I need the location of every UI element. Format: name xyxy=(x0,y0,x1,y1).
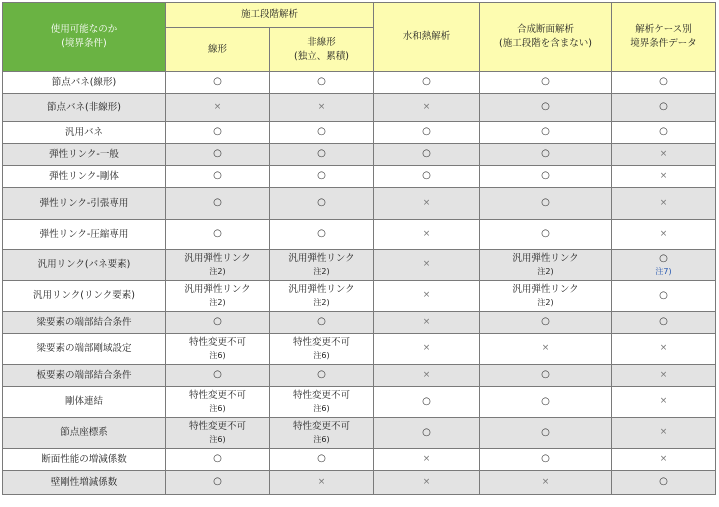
table-cell xyxy=(612,250,716,281)
table-cell xyxy=(270,281,374,312)
unsupported-mark: × xyxy=(422,101,431,112)
unsupported-mark: × xyxy=(659,343,668,354)
table-cell xyxy=(270,94,374,122)
row-label: 梁要素の端部剛域設定 xyxy=(3,334,166,365)
table-cell xyxy=(270,365,374,387)
unsupported-mark: × xyxy=(659,369,668,380)
table-cell xyxy=(480,281,612,312)
row-label: 弾性リンク-剛体 xyxy=(3,166,166,188)
unsupported-mark: × xyxy=(317,476,326,487)
linear-header: 線形 xyxy=(166,28,270,72)
table-cell xyxy=(270,166,374,188)
table-cell xyxy=(480,334,612,365)
table-cell xyxy=(374,471,480,495)
table-cell xyxy=(480,72,612,94)
table-cell xyxy=(270,387,374,418)
footnote-ref: 注2) xyxy=(209,267,226,277)
table-cell xyxy=(374,312,480,334)
table-cell xyxy=(166,94,270,122)
table-cell xyxy=(270,471,374,495)
table-row xyxy=(3,122,716,144)
unsupported-mark: × xyxy=(659,228,668,239)
table-cell xyxy=(374,449,480,471)
unsupported-mark: × xyxy=(422,453,431,464)
unsupported-mark: × xyxy=(422,228,431,239)
supported-mark: ○ xyxy=(213,76,222,88)
table-row xyxy=(3,250,716,281)
table-cell xyxy=(166,122,270,144)
table-cell xyxy=(480,449,612,471)
unsupported-mark: × xyxy=(659,427,668,438)
footnote-ref: 注6) xyxy=(313,435,330,445)
row-label: 剛体連結 xyxy=(3,387,166,418)
table-cell xyxy=(166,312,270,334)
table-cell xyxy=(480,250,612,281)
unsupported-mark: × xyxy=(659,197,668,208)
table-row xyxy=(3,188,716,220)
corner-header xyxy=(3,3,166,72)
table-row xyxy=(3,144,716,166)
table-cell xyxy=(612,72,716,94)
table-row xyxy=(3,166,716,188)
table-cell xyxy=(166,471,270,495)
row-label: 壁剛性増減係数 xyxy=(3,471,166,495)
table-cell xyxy=(612,220,716,250)
table-row xyxy=(3,94,716,122)
supported-mark: ○ xyxy=(541,76,550,88)
supported-mark: ○ xyxy=(659,101,668,113)
row-label: 弾性リンク-引張専用 xyxy=(3,188,166,220)
case-header-line2: 境界条件データ xyxy=(630,38,697,49)
table-cell xyxy=(166,220,270,250)
table-cell xyxy=(166,365,270,387)
table-cell xyxy=(166,72,270,94)
table-cell xyxy=(612,418,716,449)
cell-text: 特性変更不可 xyxy=(292,390,350,402)
unsupported-mark: × xyxy=(422,476,431,487)
table-cell xyxy=(166,418,270,449)
compatibility-table-container xyxy=(2,2,716,495)
supported-mark: ○ xyxy=(541,197,550,209)
footnote-ref: 注6) xyxy=(209,351,226,361)
unsupported-mark: × xyxy=(422,343,431,354)
case-header-line1: 解析ケース別 xyxy=(635,24,692,36)
table-cell xyxy=(374,94,480,122)
supported-mark: ○ xyxy=(213,228,222,240)
composite-header-line1: 合成断面解析 xyxy=(516,24,574,36)
table-cell xyxy=(374,72,480,94)
cell-text: 汎用弾性リンク xyxy=(288,284,355,296)
table-cell xyxy=(480,365,612,387)
table-cell xyxy=(480,471,612,495)
table-cell xyxy=(374,387,480,418)
supported-mark: ○ xyxy=(541,395,550,407)
row-label: 断面性能の増減係数 xyxy=(3,449,166,471)
unsupported-mark: × xyxy=(422,259,431,270)
cell-text: 汎用弾性リンク xyxy=(184,284,251,296)
row-label: 汎用リンク(バネ要素) xyxy=(3,250,166,281)
table-cell xyxy=(166,250,270,281)
footnote-ref: 注2) xyxy=(313,267,330,277)
supported-mark: ○ xyxy=(659,476,668,488)
unsupported-mark: × xyxy=(659,148,668,159)
heat-of-hydration-header: 水和熱解析 xyxy=(374,3,480,72)
table-cell xyxy=(480,166,612,188)
row-label: 汎用バネ xyxy=(3,122,166,144)
supported-mark: ○ xyxy=(659,252,668,264)
table-cell xyxy=(270,312,374,334)
row-label: 節点バネ(線形) xyxy=(3,72,166,94)
row-label: 節点座標系 xyxy=(3,418,166,449)
table-cell xyxy=(166,166,270,188)
footnote-ref: 注2) xyxy=(537,267,554,277)
table-cell xyxy=(374,144,480,166)
supported-mark: ○ xyxy=(317,453,326,465)
table-cell xyxy=(166,188,270,220)
supported-mark: ○ xyxy=(422,76,431,88)
row-label: 節点バネ(非線形) xyxy=(3,94,166,122)
table-row xyxy=(3,387,716,418)
table-cell xyxy=(270,188,374,220)
supported-mark: ○ xyxy=(317,126,326,138)
table-cell xyxy=(480,188,612,220)
nonlinear-header-line1: 非線形 xyxy=(307,36,336,48)
supported-mark: ○ xyxy=(422,126,431,138)
row-label: 汎用リンク(リンク要素) xyxy=(3,281,166,312)
supported-mark: ○ xyxy=(213,453,222,465)
supported-mark: ○ xyxy=(541,228,550,240)
table-cell xyxy=(612,312,716,334)
supported-mark: ○ xyxy=(317,148,326,160)
supported-mark: ○ xyxy=(317,228,326,240)
table-row xyxy=(3,471,716,495)
table-cell xyxy=(270,449,374,471)
table-body xyxy=(3,72,716,495)
supported-mark: ○ xyxy=(213,170,222,182)
table-cell xyxy=(166,449,270,471)
case-boundary-header xyxy=(612,3,716,72)
cell-text: 汎用弾性リンク xyxy=(512,284,579,296)
table-cell xyxy=(480,220,612,250)
supported-mark: ○ xyxy=(422,148,431,160)
footnote-ref: 注7) xyxy=(655,267,672,277)
table-cell xyxy=(612,365,716,387)
table-row xyxy=(3,334,716,365)
supported-mark: ○ xyxy=(541,453,550,465)
footnote-ref: 注6) xyxy=(209,435,226,445)
supported-mark: ○ xyxy=(541,316,550,328)
unsupported-mark: × xyxy=(659,453,668,464)
footnote-ref: 注2) xyxy=(313,298,330,308)
table-cell xyxy=(612,334,716,365)
table-row xyxy=(3,312,716,334)
cell-text: 汎用弾性リンク xyxy=(512,253,579,265)
unsupported-mark: × xyxy=(659,170,668,181)
table-cell xyxy=(270,122,374,144)
table-cell xyxy=(166,334,270,365)
table-cell xyxy=(612,188,716,220)
corner-header-line1: 使用可能なのか xyxy=(50,24,118,36)
table-row xyxy=(3,365,716,387)
table-cell xyxy=(480,122,612,144)
supported-mark: ○ xyxy=(541,369,550,381)
table-cell xyxy=(612,281,716,312)
supported-mark: ○ xyxy=(213,476,222,488)
construction-stage-header: 施工段階解析 xyxy=(166,3,374,28)
table-cell xyxy=(612,471,716,495)
table-cell xyxy=(612,166,716,188)
supported-mark: ○ xyxy=(317,316,326,328)
table-cell xyxy=(374,250,480,281)
footnote-ref: 注2) xyxy=(209,298,226,308)
cell-text: 汎用弾性リンク xyxy=(184,253,251,265)
supported-mark: ○ xyxy=(317,197,326,209)
table-cell xyxy=(480,94,612,122)
table-cell xyxy=(166,144,270,166)
supported-mark: ○ xyxy=(422,426,431,438)
row-label: 弾性リンク-圧縮専用 xyxy=(3,220,166,250)
table-cell xyxy=(374,281,480,312)
table-cell xyxy=(374,166,480,188)
supported-mark: ○ xyxy=(541,148,550,160)
supported-mark: ○ xyxy=(213,197,222,209)
table-row xyxy=(3,281,716,312)
footnote-ref: 注6) xyxy=(313,404,330,414)
supported-mark: ○ xyxy=(422,395,431,407)
table-cell xyxy=(480,418,612,449)
table-cell xyxy=(374,334,480,365)
supported-mark: ○ xyxy=(422,170,431,182)
table-cell xyxy=(374,188,480,220)
cell-text: 汎用弾性リンク xyxy=(288,253,355,265)
supported-mark: ○ xyxy=(659,126,668,138)
composite-header-line2: (施工段階を含まない) xyxy=(499,38,592,49)
table-cell xyxy=(612,449,716,471)
table-cell xyxy=(374,418,480,449)
row-label: 板要素の端部結合条件 xyxy=(3,365,166,387)
table-cell xyxy=(270,72,374,94)
table-cell xyxy=(612,94,716,122)
table-cell xyxy=(270,144,374,166)
supported-mark: ○ xyxy=(317,76,326,88)
table-cell xyxy=(374,220,480,250)
table-cell xyxy=(270,334,374,365)
supported-mark: ○ xyxy=(541,101,550,113)
supported-mark: ○ xyxy=(659,316,668,328)
unsupported-mark: × xyxy=(422,369,431,380)
cell-text: 特性変更不可 xyxy=(188,390,246,402)
unsupported-mark: × xyxy=(659,396,668,407)
unsupported-mark: × xyxy=(541,343,550,354)
row-label: 弾性リンク-一般 xyxy=(3,144,166,166)
supported-mark: ○ xyxy=(541,126,550,138)
table-cell xyxy=(166,387,270,418)
table-cell xyxy=(166,281,270,312)
nonlinear-header xyxy=(270,28,374,72)
unsupported-mark: × xyxy=(422,290,431,301)
cell-text: 特性変更不可 xyxy=(188,421,246,433)
table-cell xyxy=(270,220,374,250)
row-label: 梁要素の端部結合条件 xyxy=(3,312,166,334)
table-cell xyxy=(374,122,480,144)
table-cell xyxy=(270,250,374,281)
table-cell xyxy=(480,312,612,334)
unsupported-mark: × xyxy=(422,197,431,208)
supported-mark: ○ xyxy=(659,76,668,88)
unsupported-mark: × xyxy=(317,101,326,112)
supported-mark: ○ xyxy=(213,369,222,381)
table-row xyxy=(3,72,716,94)
table-row xyxy=(3,418,716,449)
supported-mark: ○ xyxy=(213,316,222,328)
table-cell xyxy=(612,387,716,418)
table-cell xyxy=(612,144,716,166)
table-cell xyxy=(480,144,612,166)
boundary-condition-table xyxy=(2,2,716,495)
cell-text: 特性変更不可 xyxy=(292,421,350,433)
supported-mark: ○ xyxy=(541,426,550,438)
cell-text: 特性変更不可 xyxy=(292,337,350,349)
supported-mark: ○ xyxy=(213,148,222,160)
table-row xyxy=(3,220,716,250)
footnote-ref: 注6) xyxy=(209,404,226,414)
footnote-ref: 注6) xyxy=(313,351,330,361)
unsupported-mark: × xyxy=(213,101,222,112)
supported-mark: ○ xyxy=(317,170,326,182)
table-cell xyxy=(612,122,716,144)
unsupported-mark: × xyxy=(422,316,431,327)
supported-mark: ○ xyxy=(541,170,550,182)
composite-section-header xyxy=(480,3,612,72)
footnote-ref: 注2) xyxy=(537,298,554,308)
corner-header-line2: (境界条件) xyxy=(61,38,107,49)
table-cell xyxy=(270,418,374,449)
cell-text: 特性変更不可 xyxy=(188,337,246,349)
table-row xyxy=(3,449,716,471)
supported-mark: ○ xyxy=(213,126,222,138)
table-cell xyxy=(374,365,480,387)
unsupported-mark: × xyxy=(541,476,550,487)
table-cell xyxy=(480,387,612,418)
nonlinear-header-line2: (独立、累積) xyxy=(294,50,349,62)
supported-mark: ○ xyxy=(659,289,668,301)
supported-mark: ○ xyxy=(317,369,326,381)
